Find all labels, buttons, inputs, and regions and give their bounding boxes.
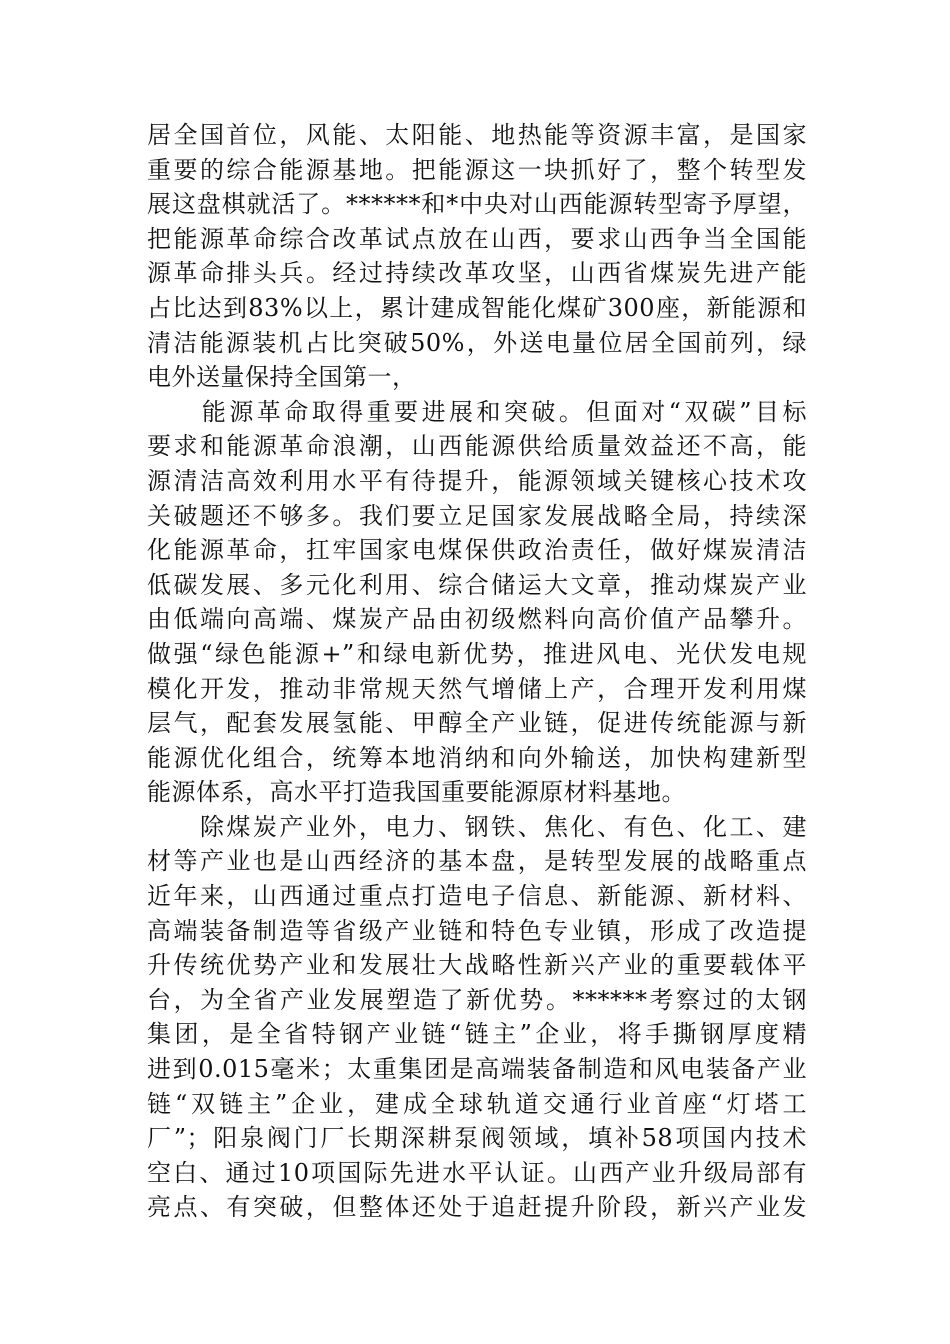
text-line: 链“双链主”企业，建成全球轨道交通行业首座“灯塔工 bbox=[147, 1089, 807, 1118]
text-line: 占比达到83%以上，累计建成智能化煤矿300座，新能源和 bbox=[147, 293, 807, 322]
text-line: 重要的综合能源基地。把能源这一块抓好了，整个转型发 bbox=[147, 155, 807, 184]
paragraph-1 bbox=[147, 118, 807, 395]
text-line: 层气，配套发展氢能、甲醇全产业链，促进传统能源与新 bbox=[147, 709, 807, 738]
text-line: 化能源革命，扛牢国家电煤保供政治责任，做好煤炭清洁 bbox=[147, 536, 807, 565]
text-line: 空白、通过10项国际先进水平认证。山西产业升级局部有 bbox=[147, 1158, 807, 1187]
text-line: 电外送量保持全国第一， bbox=[147, 363, 417, 392]
text-line: 材等产业也是山西经济的基本盘，是转型发展的战略重点 bbox=[147, 847, 807, 876]
text-line: 源清洁高效利用水平有待提升，能源领域关键核心技术攻 bbox=[147, 466, 807, 495]
text-line: 关破题还不够多。我们要立足国家发展战略全局，持续深 bbox=[147, 501, 807, 530]
text-line: 把能源革命综合改革试点放在山西，要求山西争当全国能 bbox=[147, 224, 807, 253]
text-line: 近年来，山西通过重点打造电子信息、新能源、新材料、 bbox=[147, 882, 807, 911]
paragraph-2 bbox=[147, 395, 807, 810]
text-line: 能源体系，高水平打造我国重要能源原材料基地。 bbox=[147, 778, 686, 807]
text-line: 由低端向高端、煤炭产品由初级燃料向高价值产品攀升。 bbox=[147, 605, 807, 634]
text-line: 升传统优势产业和发展壮大战略性新兴产业的重要载体平 bbox=[147, 951, 807, 980]
text-line: 亮点、有突破，但整体还处于追赶提升阶段，新兴产业发 bbox=[147, 1193, 807, 1222]
text-line: 源革命排头兵。经过持续改革攻坚，山西省煤炭先进产能 bbox=[147, 259, 807, 288]
text-line: 除煤炭产业外，电力、钢铁、焦化、有色、化工、建 bbox=[147, 812, 807, 841]
text-line: 厂”；阳泉阀门厂长期深耕泵阀领域，填补58项国内技术 bbox=[147, 1124, 807, 1153]
text-line: 台，为全省产业发展塑造了新优势。******考察过的太钢 bbox=[147, 985, 807, 1014]
text-line: 做强“绿色能源+”和绿电新优势，推进风电、光伏发电规 bbox=[147, 639, 807, 668]
text-line: 展这盘棋就活了。******和*中央对山西能源转型寄予厚望， bbox=[147, 190, 807, 219]
text-line: 进到0.015毫米；太重集团是高端装备制造和风电装备产业 bbox=[147, 1055, 807, 1084]
text-line: 集团，是全省特钢产业链“链主”企业，将手撕钢厚度精 bbox=[147, 1020, 807, 1049]
text-line: 低碳发展、多元化利用、综合储运大文章，推动煤炭产业 bbox=[147, 570, 807, 599]
text-line: 高端装备制造等省级产业链和特色专业镇，形成了改造提 bbox=[147, 916, 807, 945]
text-line: 居全国首位，风能、太阳能、地热能等资源丰富，是国家 bbox=[147, 121, 807, 149]
text-line: 能源优化组合，统筹本地消纳和向外输送，加快构建新型 bbox=[147, 743, 807, 772]
text-line: 模化开发，推动非常规天然气增储上产，合理开发利用煤 bbox=[147, 674, 807, 703]
text-line: 能源革命取得重要进展和突破。但面对“双碳”目标 bbox=[147, 397, 807, 426]
document-page bbox=[147, 118, 807, 1225]
paragraph-3 bbox=[147, 810, 807, 1225]
text-line: 要求和能源革命浪潮，山西能源供给质量效益还不高，能 bbox=[147, 432, 807, 461]
text-line: 清洁能源装机占比突破50%，外送电量位居全国前列，绿 bbox=[147, 328, 807, 357]
